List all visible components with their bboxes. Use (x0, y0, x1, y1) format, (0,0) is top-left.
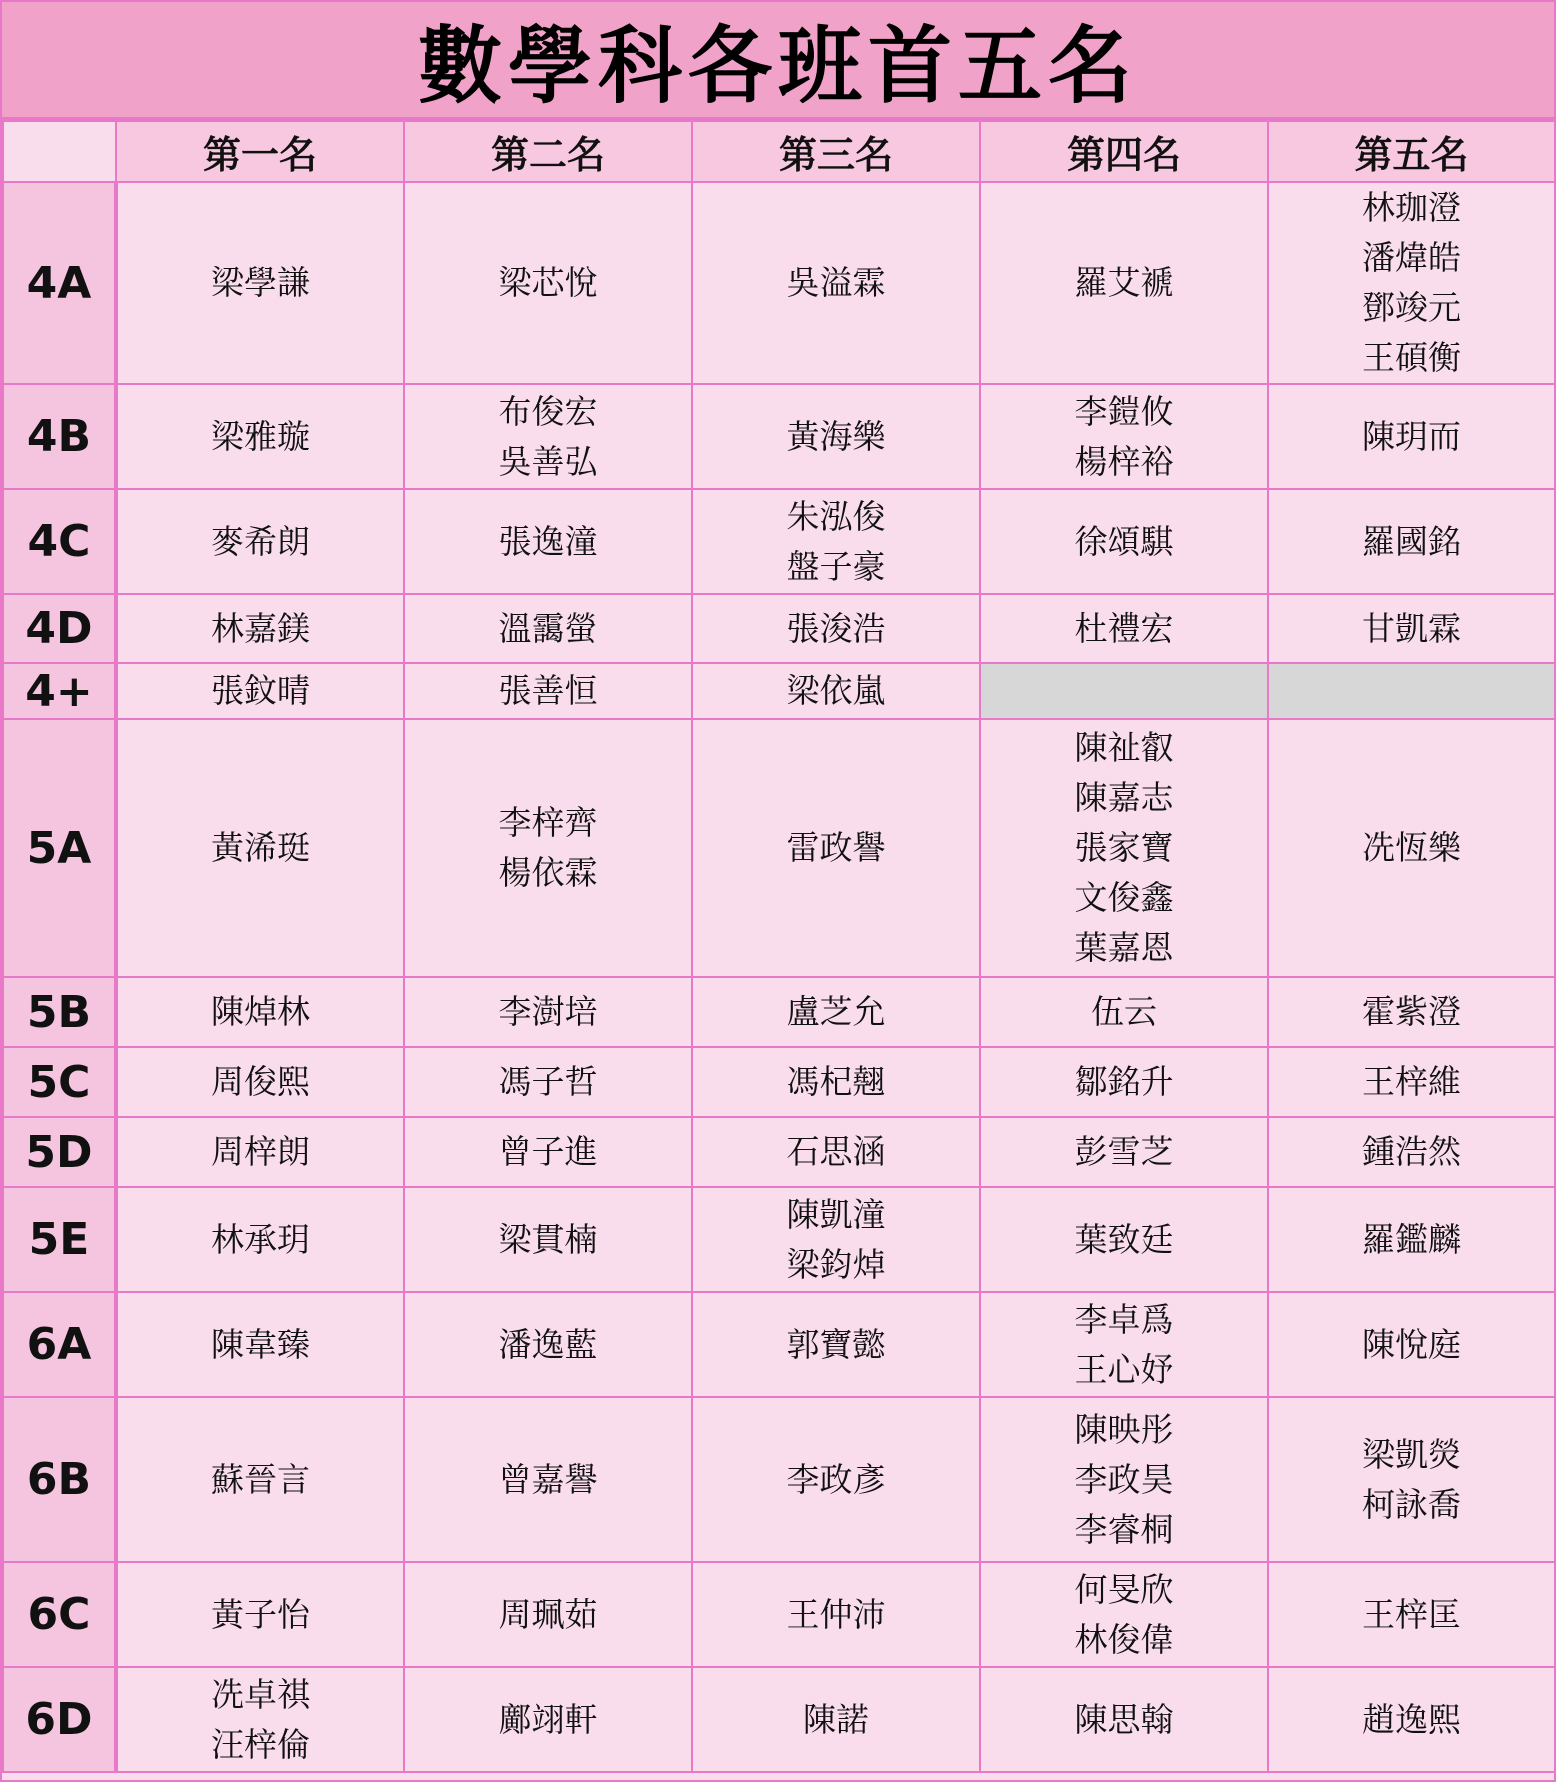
rank-1-cell (116, 1562, 404, 1667)
student-name: 羅鑑麟 (1362, 1219, 1461, 1259)
rank-1-cell (116, 594, 404, 663)
rank-5-cell (1268, 1562, 1555, 1667)
student-name: 張浚浩 (786, 608, 886, 648)
student-name: 葉嘉恩 (1074, 928, 1174, 967)
student-name: 林嘉鎂 (211, 608, 310, 648)
ranking-table (2, 120, 1556, 1773)
student-name: 葉致廷 (1074, 1219, 1174, 1259)
rank-3-cell (692, 1187, 980, 1292)
rank-1-cell (116, 977, 404, 1047)
student-name: 潘逸藍 (498, 1324, 598, 1364)
student-name: 曾嘉譽 (498, 1459, 598, 1499)
class-label: 5C (3, 1047, 116, 1117)
rank-1-cell (116, 182, 404, 384)
rank-3-cell (692, 719, 980, 977)
student-name: 鄺翊軒 (498, 1699, 598, 1739)
student-name: 鍾浩然 (1362, 1132, 1461, 1171)
table-row (3, 489, 1555, 594)
rank-2-cell (404, 663, 692, 719)
rank-2-cell (404, 384, 692, 489)
rank-1-cell (116, 1397, 404, 1562)
rank-5-cell (1268, 1117, 1555, 1187)
student-name: 王仲沛 (786, 1594, 886, 1634)
student-name: 周梓朗 (211, 1132, 310, 1171)
rank-2-cell (404, 1292, 692, 1397)
class-label: 6D (3, 1667, 116, 1772)
student-name: 雷政譽 (786, 828, 886, 867)
rank-1-cell (116, 1187, 404, 1292)
student-name: 周珮茹 (498, 1594, 598, 1634)
student-name: 王梓維 (1362, 1062, 1461, 1101)
rank-3-cell (692, 1292, 980, 1397)
student-name: 王碩衡 (1362, 338, 1461, 377)
student-name: 梁芯悅 (498, 263, 598, 302)
rank-4-cell (980, 594, 1268, 663)
student-name: 馮子哲 (498, 1062, 598, 1101)
page-title: 數學科各班首五名 (417, 17, 1138, 115)
student-name: 鄧竣元 (1362, 288, 1461, 327)
student-name: 李睿桐 (1074, 1509, 1174, 1549)
rank-5-cell (1268, 489, 1555, 594)
rank-4-cell (980, 182, 1268, 384)
class-label: 4C (3, 489, 116, 594)
rank-5-cell (1268, 1397, 1555, 1562)
rank-2-cell (404, 489, 692, 594)
table-row (3, 182, 1555, 384)
table-row (3, 1667, 1555, 1772)
student-name: 陳思翰 (1074, 1699, 1174, 1739)
student-name: 張逸潼 (498, 521, 598, 561)
rank-4-cell (980, 1397, 1268, 1562)
class-label: 6A (3, 1292, 116, 1397)
student-name: 梁鈞焯 (786, 1244, 886, 1284)
student-name: 陳祉叡 (1074, 728, 1174, 767)
table-row (3, 1292, 1555, 1397)
rank-2-cell (404, 182, 692, 384)
student-name: 張善恒 (498, 671, 598, 710)
student-name: 冼卓祺 (211, 1674, 310, 1714)
student-name: 布俊宏 (498, 391, 598, 431)
rank-5-header: 第五名 (1268, 121, 1555, 182)
empty-cell (980, 663, 1268, 719)
student-name: 彭雪芝 (1074, 1132, 1174, 1171)
student-name: 林承玥 (211, 1219, 310, 1259)
student-name: 張鈫晴 (211, 671, 310, 710)
student-name: 黃子怡 (211, 1594, 310, 1634)
rank-2-header: 第二名 (404, 121, 692, 182)
student-name: 梁學謙 (211, 263, 310, 302)
rank-2-cell (404, 1187, 692, 1292)
student-name: 鄒銘升 (1074, 1062, 1174, 1101)
rank-3-cell (692, 1397, 980, 1562)
table-row (3, 1397, 1555, 1562)
student-name: 陳韋臻 (211, 1324, 310, 1364)
student-name: 李鎧攸 (1074, 391, 1174, 431)
rank-1-cell (116, 663, 404, 719)
student-name: 楊依霖 (498, 853, 598, 892)
rank-2-cell (404, 1562, 692, 1667)
table-row (3, 594, 1555, 663)
rank-3-cell (692, 594, 980, 663)
rank-2-cell (404, 1117, 692, 1187)
rank-2-cell (404, 1667, 692, 1772)
rank-3-cell (692, 1562, 980, 1667)
student-name: 徐頌騏 (1074, 521, 1174, 561)
header-row (3, 121, 1555, 182)
student-name: 陳諾 (803, 1699, 869, 1739)
rank-4-cell (980, 384, 1268, 489)
student-name: 曾子進 (498, 1132, 598, 1171)
class-label: 4A (3, 182, 116, 384)
student-name: 麥希朗 (211, 521, 310, 561)
class-label: 4+ (3, 663, 116, 719)
student-name: 文俊鑫 (1074, 878, 1174, 917)
student-name: 羅艾褫 (1074, 263, 1174, 302)
empty-cell (1268, 663, 1555, 719)
class-label: 4D (3, 594, 116, 663)
student-name: 李梓齊 (498, 803, 598, 842)
rank-3-header: 第三名 (692, 121, 980, 182)
table-row (3, 1047, 1555, 1117)
student-name: 霍紫澄 (1362, 992, 1461, 1031)
rank-1-cell (116, 489, 404, 594)
student-name: 李政彥 (786, 1459, 886, 1499)
class-label: 6B (3, 1397, 116, 1562)
student-name: 吳溢霖 (786, 263, 886, 302)
rank-3-cell (692, 977, 980, 1047)
rank-1-cell (116, 1667, 404, 1772)
rank-3-cell (692, 489, 980, 594)
student-name: 陳玥而 (1362, 416, 1461, 456)
student-name: 盧芝允 (786, 992, 886, 1031)
rank-4-cell (980, 489, 1268, 594)
student-name: 陳凱潼 (786, 1194, 886, 1234)
student-name: 周俊熙 (211, 1062, 310, 1101)
rank-1-cell (116, 719, 404, 977)
title-bar (2, 2, 1554, 120)
ranking-table-body (3, 182, 1555, 1772)
table-row (3, 719, 1555, 977)
student-name: 梁貫楠 (498, 1219, 598, 1259)
student-name: 汪梓倫 (211, 1724, 310, 1764)
class-label: 5D (3, 1117, 116, 1187)
rank-4-cell (980, 1187, 1268, 1292)
student-name: 王心妤 (1074, 1349, 1174, 1389)
student-name: 羅國銘 (1362, 521, 1461, 561)
rank-2-cell (404, 1047, 692, 1117)
student-name: 李政昊 (1074, 1459, 1174, 1499)
rank-4-cell (980, 1117, 1268, 1187)
class-label: 5A (3, 719, 116, 977)
class-label: 6C (3, 1562, 116, 1667)
table-row (3, 1187, 1555, 1292)
rank-4-header: 第四名 (980, 121, 1268, 182)
student-name: 梁雅璇 (211, 416, 310, 456)
rank-4-cell (980, 977, 1268, 1047)
student-name: 陳嘉志 (1074, 778, 1174, 817)
rank-5-cell (1268, 977, 1555, 1047)
rank-2-cell (404, 1397, 692, 1562)
rank-5-cell (1268, 1187, 1555, 1292)
table-row (3, 977, 1555, 1047)
corner-header (3, 121, 116, 182)
rank-5-cell (1268, 384, 1555, 489)
rank-2-cell (404, 594, 692, 663)
student-name: 陳映彤 (1074, 1409, 1174, 1449)
rank-4-cell (980, 1667, 1268, 1772)
rank-2-cell (404, 977, 692, 1047)
student-name: 朱泓俊 (786, 496, 886, 536)
table-row (3, 1562, 1555, 1667)
student-name: 陳焯林 (211, 992, 310, 1031)
student-name: 陳悅庭 (1362, 1324, 1461, 1364)
student-name: 甘凱霖 (1362, 608, 1461, 648)
rank-5-cell (1268, 1667, 1555, 1772)
student-name: 梁依嵐 (786, 671, 886, 710)
rank-4-cell (980, 719, 1268, 977)
student-name: 溫靄螢 (498, 608, 598, 648)
student-name: 馮杞翹 (786, 1062, 886, 1101)
student-name: 李卓爲 (1074, 1299, 1174, 1339)
rank-1-cell (116, 384, 404, 489)
rank-3-cell (692, 384, 980, 489)
student-name: 林俊偉 (1074, 1619, 1174, 1659)
rank-1-cell (116, 1047, 404, 1117)
student-name: 黃海樂 (786, 416, 886, 456)
student-name: 林珈澄 (1362, 188, 1461, 227)
rank-5-cell (1268, 594, 1555, 663)
rank-3-cell (692, 1047, 980, 1117)
student-name: 楊梓裕 (1074, 441, 1174, 481)
class-label: 4B (3, 384, 116, 489)
student-name: 伍云 (1091, 992, 1157, 1031)
rank-4-cell (980, 1562, 1268, 1667)
student-name: 冼恆樂 (1362, 828, 1461, 867)
table-row (3, 663, 1555, 719)
student-name: 吳善弘 (498, 441, 598, 481)
student-name: 李澍培 (498, 992, 598, 1031)
student-name: 杜禮宏 (1074, 608, 1174, 648)
table-row (3, 1117, 1555, 1187)
class-label: 5B (3, 977, 116, 1047)
student-name: 柯詠喬 (1362, 1484, 1461, 1524)
rank-4-cell (980, 1292, 1268, 1397)
rank-1-cell (116, 1292, 404, 1397)
rank-4-cell (980, 1047, 1268, 1117)
rank-3-cell (692, 182, 980, 384)
student-name: 盤子豪 (786, 546, 886, 586)
student-name: 郭寶懿 (786, 1324, 886, 1364)
student-name: 張家寶 (1074, 828, 1174, 867)
student-name: 王梓匡 (1362, 1594, 1461, 1634)
student-name: 潘煒皓 (1362, 238, 1461, 277)
student-name: 趙逸熙 (1362, 1699, 1461, 1739)
rank-3-cell (692, 663, 980, 719)
class-label: 5E (3, 1187, 116, 1292)
student-name: 梁凱熒 (1362, 1434, 1461, 1474)
student-name: 黃浠珽 (211, 828, 310, 867)
rank-1-cell (116, 1117, 404, 1187)
student-name: 石思涵 (786, 1132, 886, 1171)
rank-1-header: 第一名 (116, 121, 404, 182)
rank-3-cell (692, 1117, 980, 1187)
rank-2-cell (404, 719, 692, 977)
student-name: 何旻欣 (1074, 1569, 1174, 1609)
table-row (3, 384, 1555, 489)
student-name: 蘇晉言 (211, 1459, 310, 1499)
rank-5-cell (1268, 182, 1555, 384)
rank-3-cell (692, 1667, 980, 1772)
rank-5-cell (1268, 1047, 1555, 1117)
rank-5-cell (1268, 719, 1555, 977)
rank-5-cell (1268, 1292, 1555, 1397)
